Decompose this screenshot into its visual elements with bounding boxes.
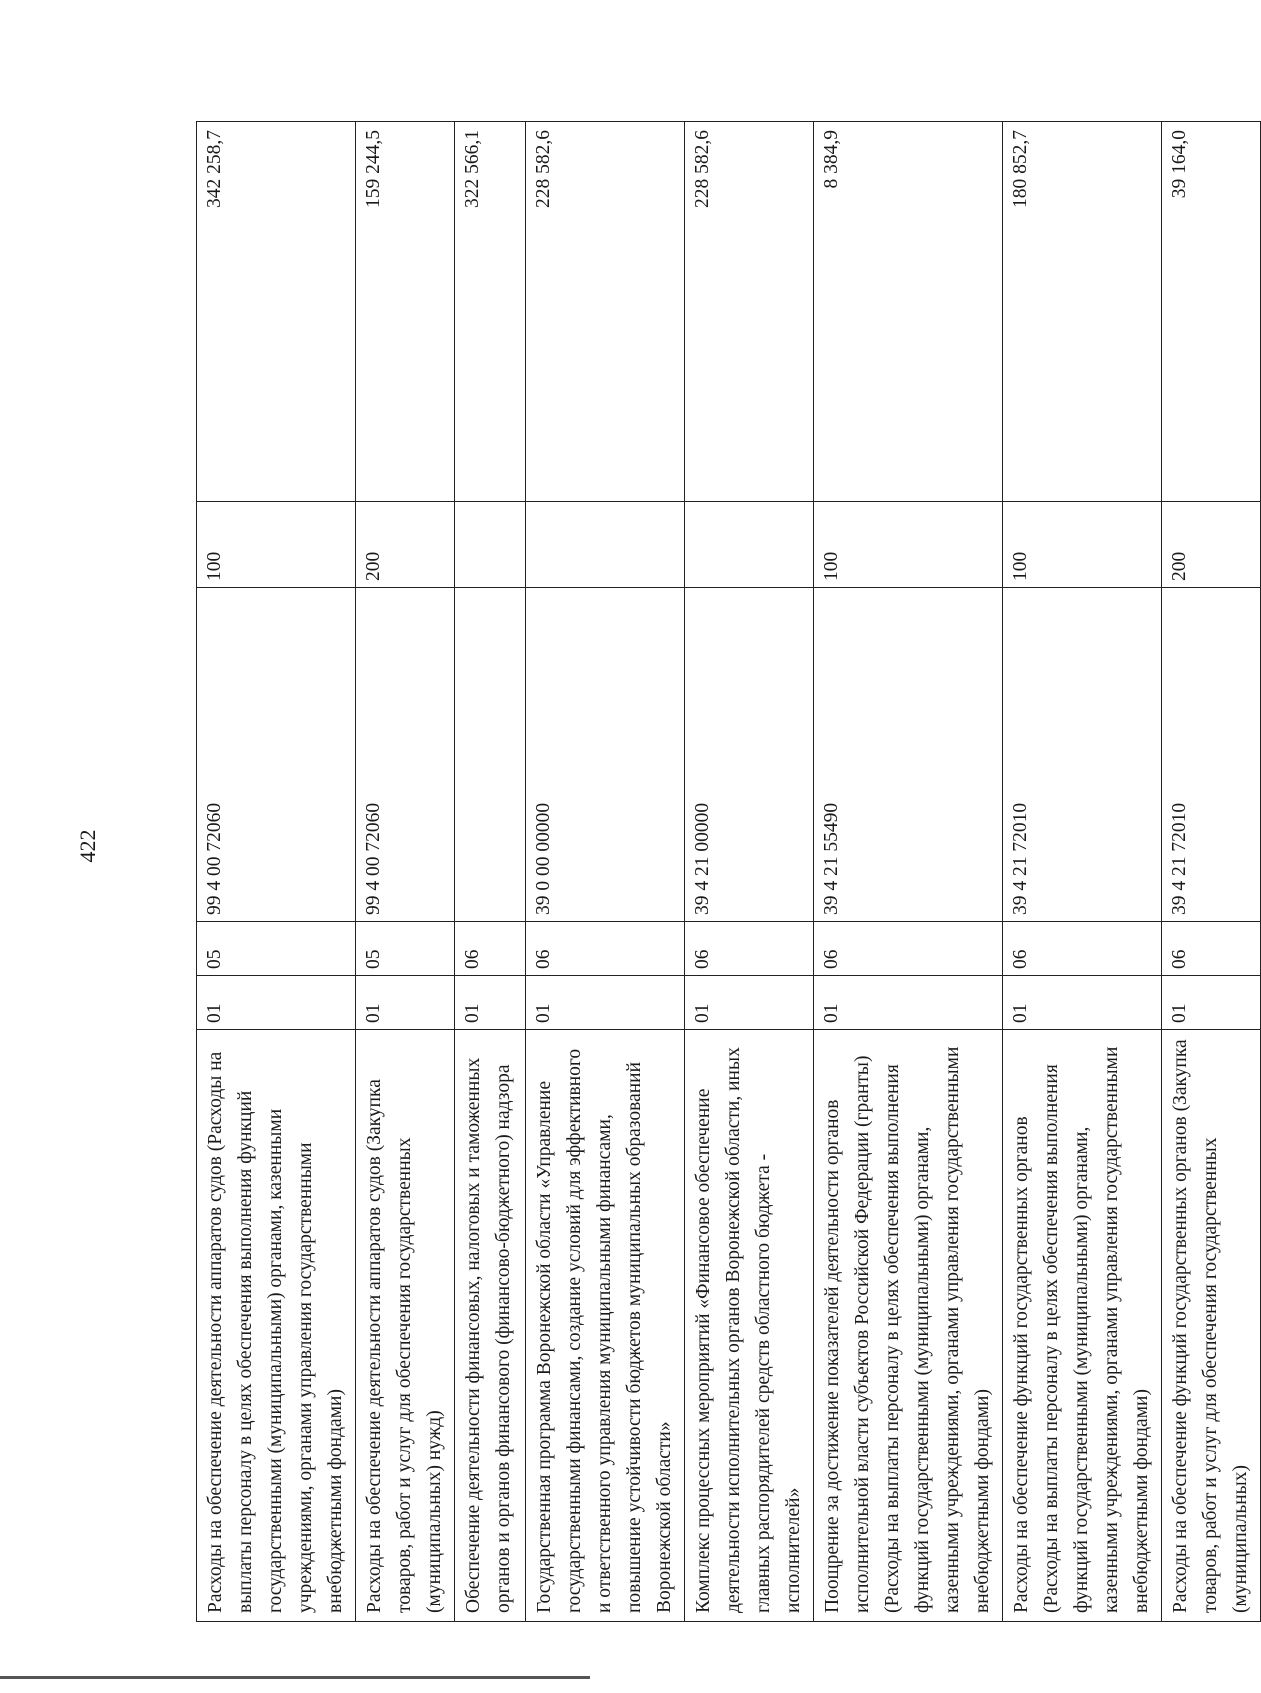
table-row xyxy=(1003,122,1162,1622)
table-row xyxy=(685,122,814,1622)
budget-table-container xyxy=(196,122,1251,1622)
table-row xyxy=(1162,122,1261,1622)
row-description: Государственная программа Воронежской области «Управление государственными финансами, создание условий для эффективного и ответственного управления муниципальными финансами, повышение устойчивости бюджетов муниципальных образований Воронежской области» xyxy=(526,1030,685,1622)
budget-table xyxy=(196,121,1261,1622)
row-amount: 8 384,9 xyxy=(814,122,1003,502)
table-row xyxy=(455,122,526,1622)
rotated-page-content xyxy=(196,122,1251,1622)
row-description: Расходы на обеспечение деятельности аппаратов судов (Расходы на выплаты персоналу в целях обеспечения выполнения функций государственными (муниципальными) органами, казенными учреждениями, органами управления государственными внебюджетными фондами) xyxy=(197,1030,356,1622)
row-section-code: 01 xyxy=(356,976,455,1030)
row-target-article: 39 4 21 00000 xyxy=(685,588,814,922)
row-subsection-code: 06 xyxy=(455,922,526,976)
row-target-article: 99 4 00 72060 xyxy=(197,588,356,922)
table-row xyxy=(814,122,1003,1622)
row-target-article: 39 4 21 72010 xyxy=(1003,588,1162,922)
row-amount: 228 582,6 xyxy=(526,122,685,502)
page-number: 422 xyxy=(75,829,100,863)
table-row xyxy=(526,122,685,1622)
row-expense-type: 100 xyxy=(197,502,356,588)
row-description: Поощрение за достижение показателей деятельности органов исполнительной власти субъектов Российской Федерации (гранты) (Расходы на выплаты персоналу в целях обеспечения выполнения функций государственными (муниципальными) органами, казенными учреждениями, органами управления государственными внебюджетными фондами) xyxy=(814,1030,1003,1622)
row-amount: 342 258,7 xyxy=(197,122,356,502)
row-section-code: 01 xyxy=(1003,976,1162,1030)
row-subsection-code: 05 xyxy=(356,922,455,976)
row-expense-type: 200 xyxy=(1162,502,1261,588)
row-expense-type xyxy=(685,502,814,588)
row-description: Комплекс процессных мероприятий «Финансовое обеспечение деятельности исполнительных органов Воронежской области, иных главных распорядителей средств областного бюджета - исполнителей» xyxy=(685,1030,814,1622)
row-target-article xyxy=(455,588,526,922)
row-description: Расходы на обеспечение деятельности аппаратов судов (Закупка товаров, работ и услуг для обеспечения государственных (муниципальных) нужд) xyxy=(356,1030,455,1622)
row-amount: 159 244,5 xyxy=(356,122,455,502)
row-amount: 322 566,1 xyxy=(455,122,526,502)
row-section-code: 01 xyxy=(685,976,814,1030)
row-amount: 39 164,0 xyxy=(1162,122,1261,502)
row-section-code: 01 xyxy=(526,976,685,1030)
row-subsection-code: 06 xyxy=(1162,922,1261,976)
row-subsection-code: 06 xyxy=(1003,922,1162,976)
row-description: Обеспечение деятельности финансовых, налоговых и таможенных органов и органов финансового (финансово-бюджетного) надзора xyxy=(455,1030,526,1622)
row-subsection-code: 06 xyxy=(526,922,685,976)
row-section-code: 01 xyxy=(814,976,1003,1030)
row-section-code: 01 xyxy=(197,976,356,1030)
row-target-article: 39 4 21 55490 xyxy=(814,588,1003,922)
row-description: Расходы на обеспечение функций государственных органов (Закупка товаров, работ и услуг для обеспечения государственных (муниципальных) xyxy=(1162,1030,1261,1622)
row-subsection-code: 06 xyxy=(685,922,814,976)
table-row xyxy=(197,122,356,1622)
row-target-article: 39 0 00 00000 xyxy=(526,588,685,922)
row-section-code: 01 xyxy=(455,976,526,1030)
scan-edge-line xyxy=(0,1676,590,1679)
row-amount: 180 852,7 xyxy=(1003,122,1162,502)
row-expense-type xyxy=(526,502,685,588)
row-section-code: 01 xyxy=(1162,976,1261,1030)
row-description: Расходы на обеспечение функций государственных органов (Расходы на выплаты персоналу в целях обеспечения выполнения функций государственными (муниципальными) органами, казенными учреждениями, органами управления государственными внебюджетными фондами) xyxy=(1003,1030,1162,1622)
row-subsection-code: 05 xyxy=(197,922,356,976)
row-expense-type: 200 xyxy=(356,502,455,588)
row-expense-type xyxy=(455,502,526,588)
row-target-article: 39 4 21 72010 xyxy=(1162,588,1261,922)
row-target-article: 99 4 00 72060 xyxy=(356,588,455,922)
row-amount: 228 582,6 xyxy=(685,122,814,502)
table-row xyxy=(356,122,455,1622)
row-expense-type: 100 xyxy=(814,502,1003,588)
row-subsection-code: 06 xyxy=(814,922,1003,976)
row-expense-type: 100 xyxy=(1003,502,1162,588)
